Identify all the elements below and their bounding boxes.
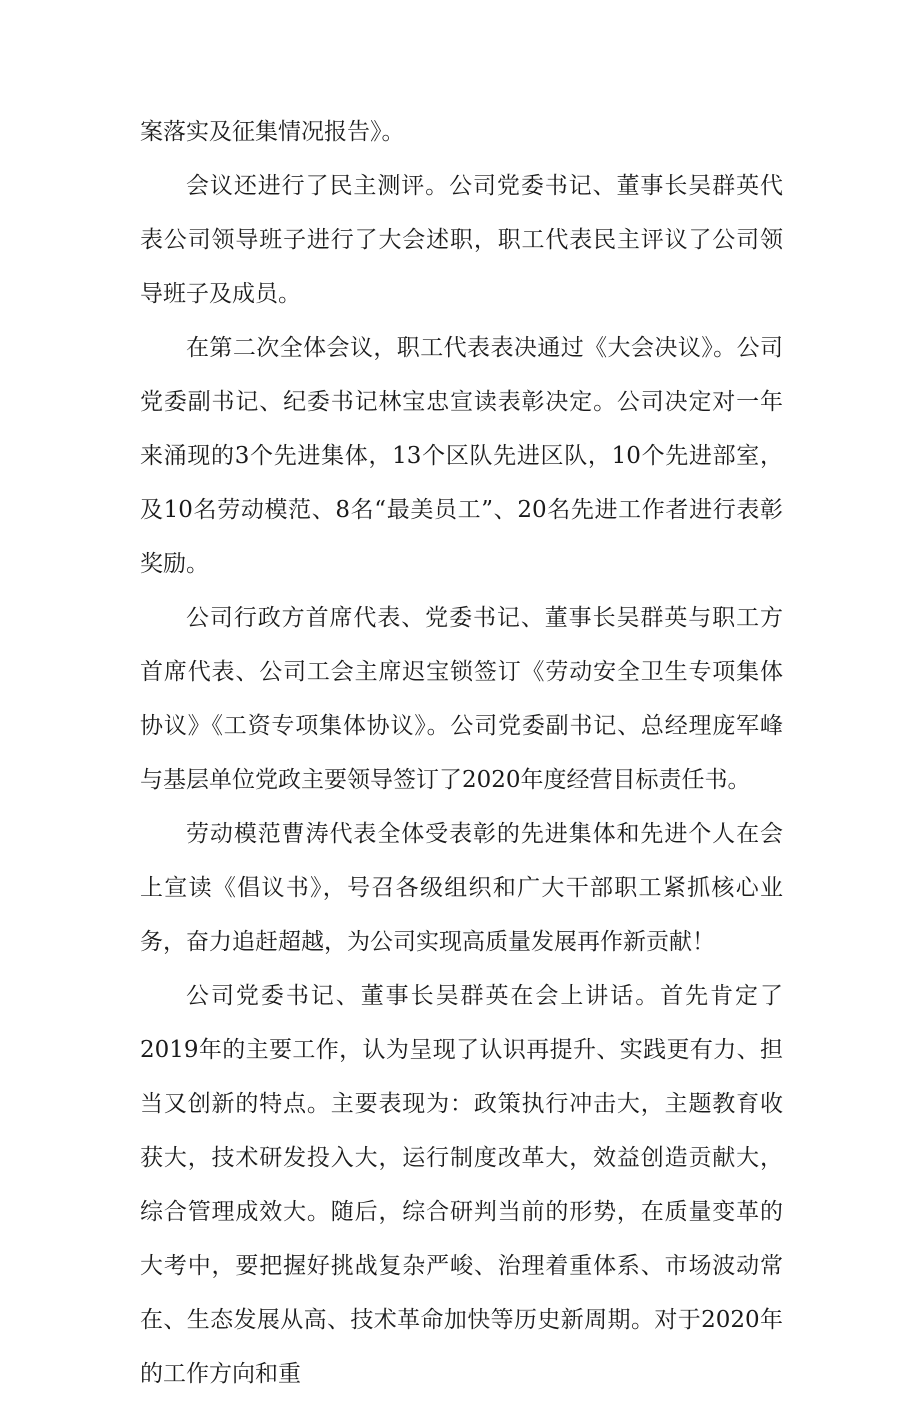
paragraph-initiative-letter: 劳动模范曹涛代表全体受表彰的先进集体和先进个人在会上宣读《倡议书》，号召各级组织和广大干部职工紧抓核心业务，奋力追赶超越，为公司实现高质量发展再作新贡献！ [140, 821, 783, 955]
paragraph-chairman-speech: 公司党委书记、董事长吴群英在会上讲话。首先肯定了2019年的主要工作，认为呈现了认识再提升、实践更有力、担当又创新的特点。主要表现为：政策执行冲击大，主题教育收获大，技术研发投入大，运行制度改革大，效益创造贡献大，综合管理成效大。随后，综合研判当前的形势，在质量变革的大考中，要把握好挑战复杂严峻、治理着重体系、市场波动常在、生态发展从高、技术革命加快等历史新周期。对于2020年的工作方向和重 [140, 983, 783, 1387]
paragraph-democratic-evaluation: 会议还进行了民主测评。公司党委书记、董事长吴群英代表公司领导班子进行了大会述职，职工代表民主评议了公司领导班子及成员。 [140, 173, 783, 307]
paragraph-collective-agreements: 公司行政方首席代表、党委书记、董事长吴群英与职工方首席代表、公司工会主席迟宝锁签订《劳动安全卫生专项集体协议》《工资专项集体协议》。公司党委副书记、总经理庞军峰与基层单位党政主要领导签订了2020年度经营目标责任书。 [140, 605, 783, 793]
document-body [140, 105, 783, 1401]
paragraph-second-plenary-session: 在第二次全体会议，职工代表表决通过《大会决议》。公司党委副书记、纪委书记林宝忠宣读表彰决定。公司决定对一年来涌现的3个先进集体，13个区队先进区队，10个先进部室，及10名劳动模范、8名“最美员工”、20名先进工作者进行表彰奖励。 [140, 335, 783, 577]
paragraph-continuation: 案落实及征集情况报告》。 [140, 119, 405, 145]
